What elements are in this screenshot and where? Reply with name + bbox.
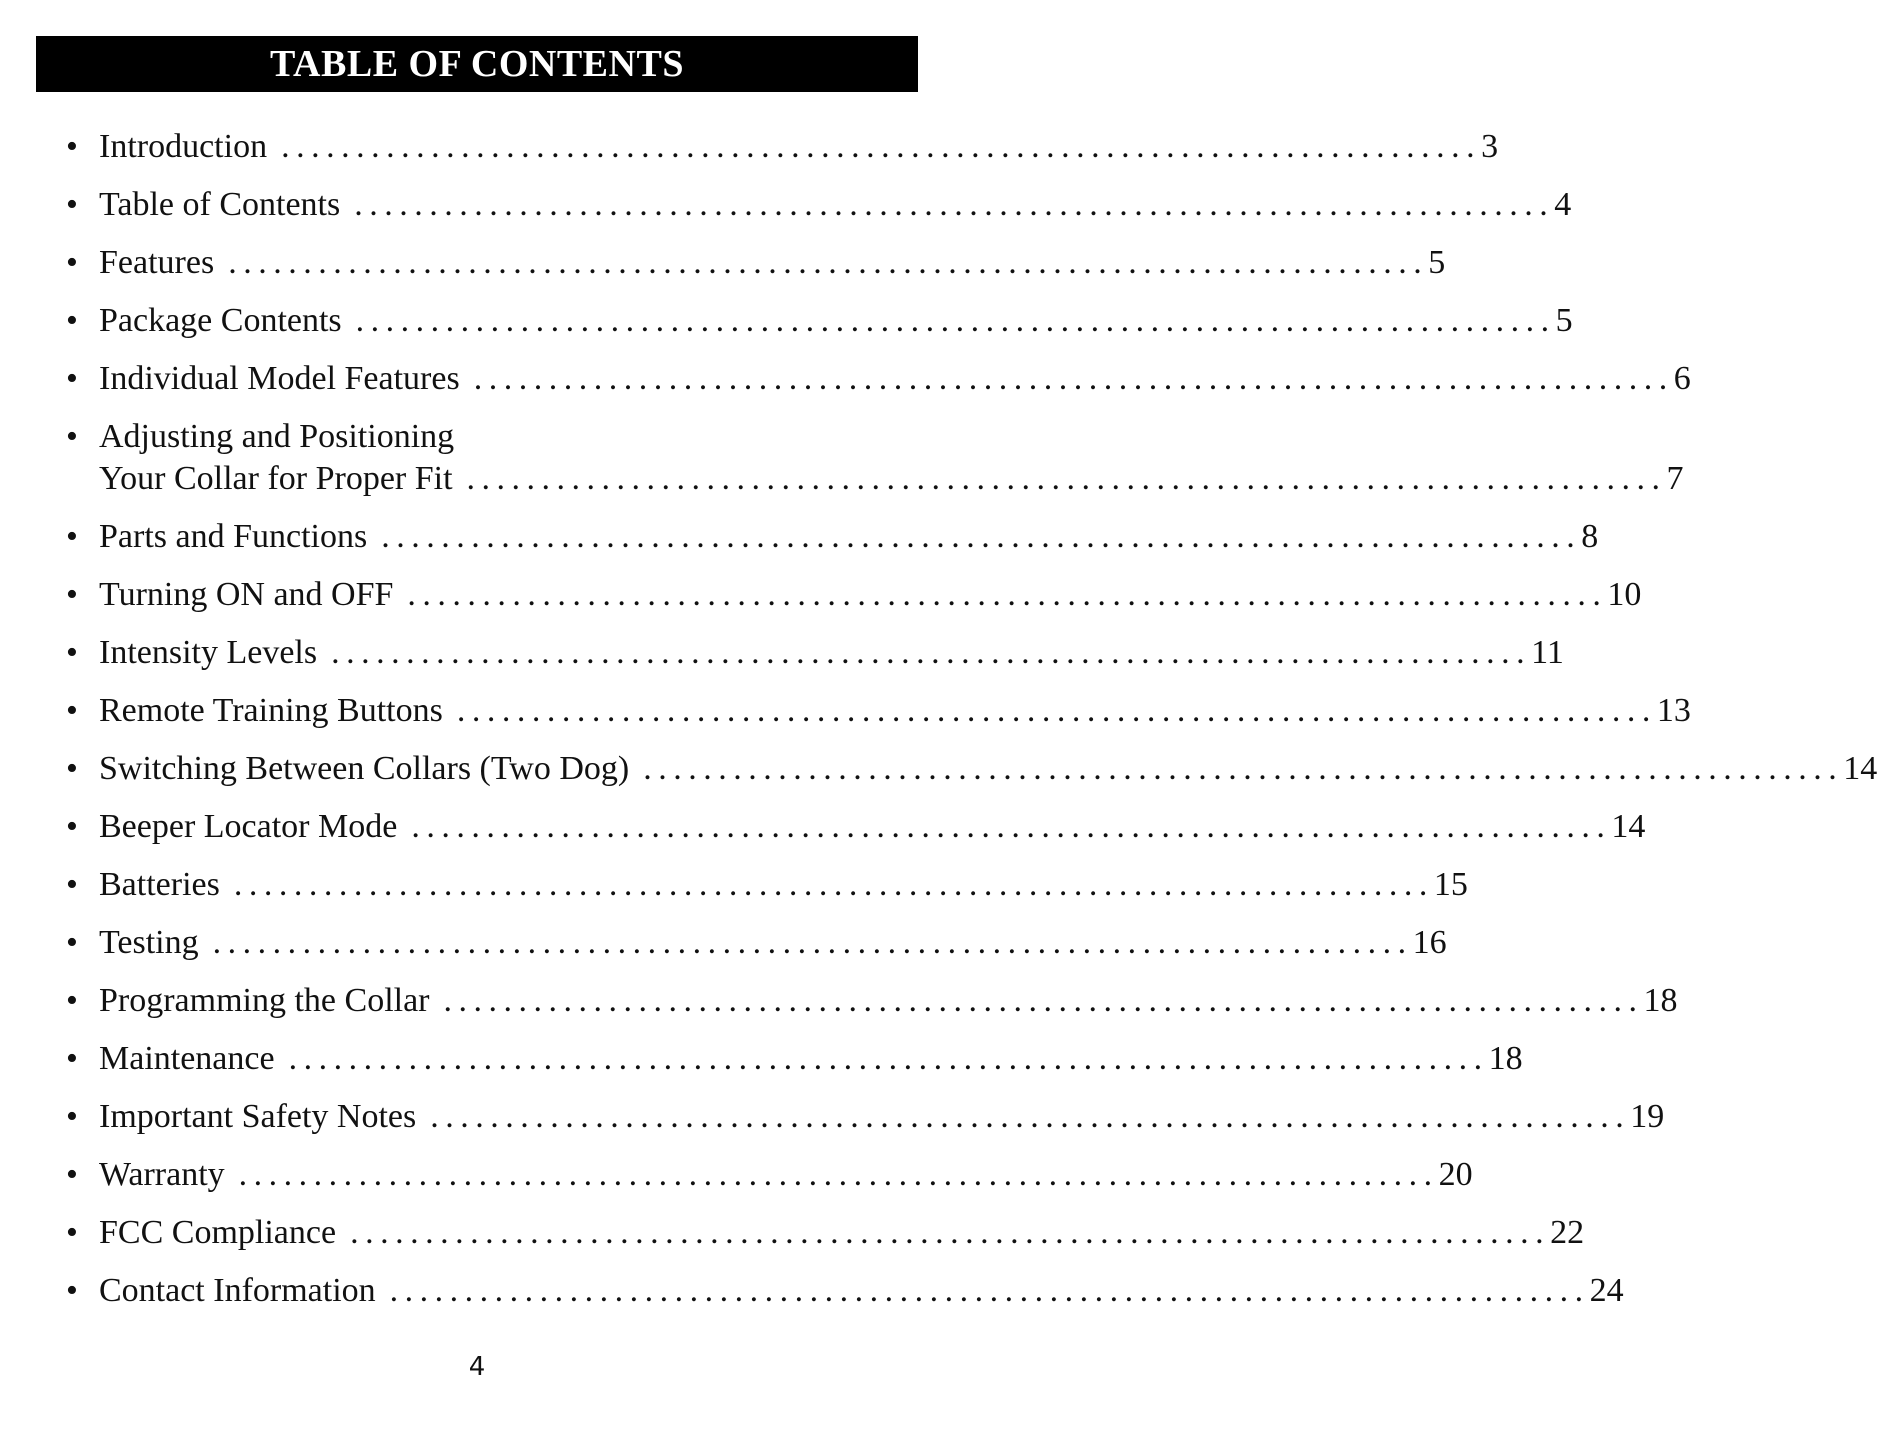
bullet-icon: • [66,518,78,555]
bullet-icon: • [66,808,78,845]
toc-entry-body [99,632,1564,674]
bullet-icon: • [66,982,78,1019]
bullet-icon: • [66,924,78,961]
toc-entry-body [99,690,1691,732]
toc-entry-title: Turning ON and OFF [99,576,394,613]
toc-entry-body [99,1270,1624,1312]
bullet-icon: • [66,1040,78,1077]
bullet-icon: • [66,634,78,671]
bullet-icon: • [66,418,78,455]
dot-leader: ................................................................................ [466,460,1667,497]
toc-entry-line [99,242,1446,284]
toc-entry-page-number: 8 [1581,518,1599,555]
toc-entry-line [99,1096,1665,1138]
toc-entry-body [99,358,1691,400]
bullet-icon: • [66,186,78,223]
toc-entry-page-number: 18 [1643,982,1678,1019]
toc-entry-title: Batteries [99,866,220,903]
bullet-icon: • [66,1272,78,1309]
toc-entry-page-number: 5 [1555,302,1573,339]
dot-leader: ................................................................................ [238,1156,1439,1193]
toc-entry-line [99,748,1877,790]
toc-entry-body [99,300,1573,342]
bullet-icon: • [66,360,78,397]
dot-leader: ................................................................................ [443,982,1644,1019]
toc-entry-line [99,300,1573,342]
toc-entry-title: Contact Information [99,1272,376,1309]
toc-entry-page-number: 15 [1433,866,1468,903]
bullet-icon: • [66,692,78,729]
toc-entry-line [99,126,1499,168]
dot-leader: ................................................................................ [233,866,1434,903]
toc-entry-body [99,806,1646,848]
toc-entry-line [99,1038,1523,1080]
toc-entry-body [99,416,1684,500]
toc-entry-title: Warranty [99,1156,225,1193]
bullet-icon: • [66,750,78,787]
toc-entry-title: FCC Compliance [99,1214,337,1251]
toc-entry-line [99,922,1447,964]
toc-entry-title: Programming the Collar [99,982,430,1019]
toc-entry-line [99,980,1678,1022]
toc-entry-page-number: 22 [1550,1214,1585,1251]
toc-entry-body [99,574,1642,616]
dot-leader: ................................................................................ [411,808,1612,845]
toc-entry-body [99,126,1499,168]
toc-entry-page-number: 4 [1554,186,1572,223]
dot-leader: ................................................................................ [473,360,1674,397]
toc-entry-title: Adjusting and Positioning [99,418,455,455]
toc-entry-page-number: 14 [1611,808,1646,845]
toc-entry-title: Individual Model Features [99,360,460,397]
dot-leader: ................................................................................ [355,302,1556,339]
dot-leader: ................................................................................ [430,1098,1631,1135]
toc-entry-line [99,864,1468,906]
toc-entry-title: Parts and Functions [99,518,368,555]
toc-entry-page-number: 10 [1607,576,1642,613]
toc-entry-page-number: 7 [1666,460,1684,497]
bullet-icon: • [66,866,78,903]
toc-entry-title: Introduction [99,128,268,165]
toc-entry-title: Maintenance [99,1040,275,1077]
toc-entry-page-number: 16 [1412,924,1447,961]
bullet-icon: • [66,1214,78,1251]
toc-entry-body [99,184,1572,226]
toc-entry-page-number: 13 [1656,692,1691,729]
toc-entry-body [99,748,1877,790]
toc-entry-title: Beeper Locator Mode [99,808,398,845]
toc-entry-line [99,458,1684,500]
toc-entry-title: Your Collar for Proper Fit [99,460,453,497]
toc-entry-title: Table of Contents [99,186,341,223]
toc-entry-body [99,980,1678,1022]
toc-entry-page-number: 3 [1481,128,1499,165]
dot-leader: ................................................................................ [456,692,1657,729]
toc-entry-line [99,632,1564,674]
dot-leader: ................................................................................ [281,128,1482,165]
toc-entry-title: Remote Training Buttons [99,692,443,729]
toc-entry-body [99,242,1446,284]
toc-entry-page-number: 6 [1673,360,1691,397]
dot-leader: ................................................................................ [350,1214,1551,1251]
toc-entry-title: Testing [99,924,199,961]
toc-entry-line [99,184,1572,226]
toc-entry-body [99,516,1599,558]
toc-entry-page-number: 24 [1589,1272,1624,1309]
toc-entry-page-number: 14 [1843,750,1877,787]
toc-entry-page-number: 11 [1531,634,1564,671]
dot-leader: ................................................................................ [354,186,1555,223]
toc-entry-line [99,574,1642,616]
toc-entry-body [99,1212,1585,1254]
toc-entry-body [99,1038,1523,1080]
toc-entry-line [99,806,1646,848]
bullet-icon: • [66,1156,78,1193]
toc-entry-line [99,1154,1473,1196]
toc-entry-title: Features [99,244,215,281]
toc-entry-line [99,690,1691,732]
toc-entry-page-number: 5 [1428,244,1446,281]
toc-entry-line [99,516,1599,558]
bullet-icon: • [66,244,78,281]
page-title: TABLE OF CONTENTS [270,43,684,85]
toc-entry-title: Package Contents [99,302,342,339]
bullet-icon: • [66,576,78,613]
dot-leader: ................................................................................ [228,244,1429,281]
toc-entry-body [99,864,1468,906]
dot-leader: ................................................................................ [288,1040,1489,1077]
dot-leader: ................................................................................ [407,576,1608,613]
toc-entry-page-number: 20 [1438,1156,1473,1193]
toc-entry-title: Switching Between Collars (Two Dog) [99,750,630,787]
toc-entry-line [99,1270,1624,1312]
bullet-icon: • [66,128,78,165]
toc-entry-title: Intensity Levels [99,634,318,671]
toc-entry-page-number: 19 [1630,1098,1665,1135]
dot-leader: ................................................................................ [643,750,1844,787]
toc-entry-body [99,1154,1473,1196]
toc-entry-line [99,358,1691,400]
toc-entry-line [99,416,866,458]
toc-entry-title: Important Safety Notes [99,1098,417,1135]
bullet-icon: • [66,302,78,339]
page-number: 4 [468,1352,486,1382]
bullet-icon: • [66,1098,78,1135]
dot-leader: ................................................................................ [381,518,1582,555]
dot-leader: ................................................................................ [389,1272,1590,1309]
dot-leader: ................................................................................ [331,634,1532,671]
toc-entry-body [99,1096,1665,1138]
toc-header-bar [36,36,918,92]
toc-entry-body [99,922,1447,964]
toc-entry-line [99,1212,1585,1254]
toc-entry-page-number: 18 [1488,1040,1523,1077]
dot-leader: ................................................................................ [212,924,1413,961]
